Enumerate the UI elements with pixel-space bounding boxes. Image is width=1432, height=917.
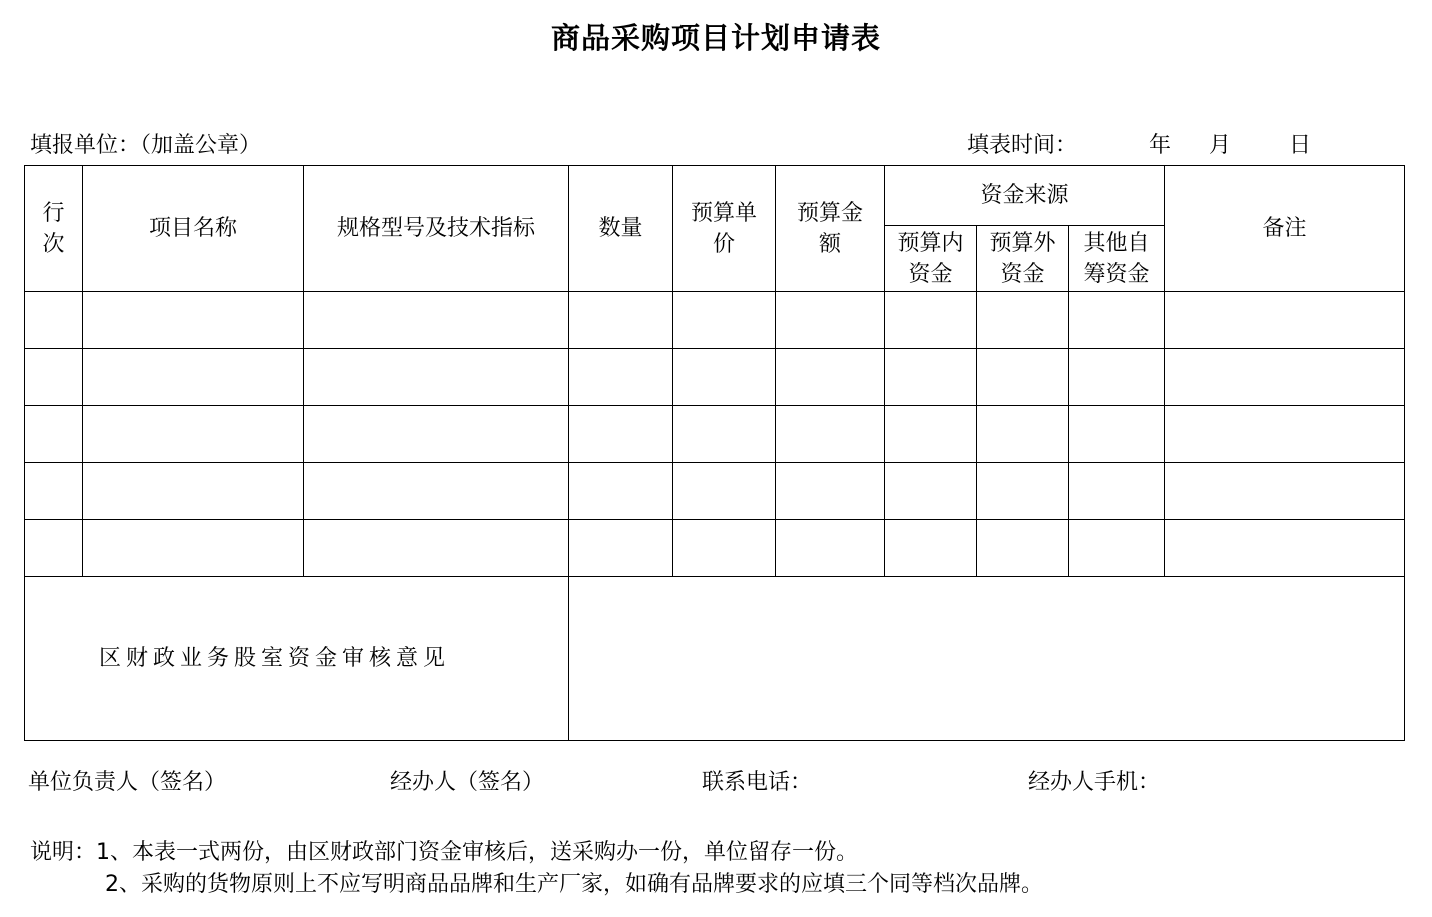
cell-fund-self-raised[interactable] xyxy=(1069,406,1165,463)
table-row xyxy=(25,463,1405,520)
handler-mobile-label: 经办人手机： xyxy=(1028,770,1161,795)
cell-spec[interactable] xyxy=(304,349,569,406)
table-header-row xyxy=(25,166,1405,226)
cell-unit-price[interactable] xyxy=(673,463,776,520)
header-remarks: 备注 xyxy=(1165,166,1405,292)
header-item-name: 项目名称 xyxy=(83,166,304,292)
header-fund-out-budget xyxy=(977,226,1069,292)
header-fund-self-raised xyxy=(1069,226,1165,292)
table-row xyxy=(25,292,1405,349)
header-fund-source: 资金来源 xyxy=(885,166,1165,226)
review-opinion-label: 区财政业务股室资金审核意见 xyxy=(25,577,569,741)
cell-row-number[interactable] xyxy=(25,520,83,577)
cell-spec[interactable] xyxy=(304,520,569,577)
cell-spec[interactable] xyxy=(304,406,569,463)
cell-quantity[interactable] xyxy=(569,406,673,463)
cell-amount[interactable] xyxy=(776,406,885,463)
procurement-plan-table xyxy=(24,165,1405,741)
header-fund-in-budget-line1: 预算内 xyxy=(897,230,964,256)
cell-remarks[interactable] xyxy=(1165,406,1405,463)
cell-row-number[interactable] xyxy=(25,292,83,349)
cell-fund-out-budget[interactable] xyxy=(977,520,1069,577)
header-unit-price-line2: 价 xyxy=(712,231,735,257)
table-row xyxy=(25,349,1405,406)
cell-quantity[interactable] xyxy=(569,463,673,520)
cell-item-name[interactable] xyxy=(83,406,304,463)
cell-row-number[interactable] xyxy=(25,406,83,463)
header-row-number xyxy=(25,166,83,292)
cell-fund-out-budget[interactable] xyxy=(977,463,1069,520)
date-day-label: 日 xyxy=(1289,133,1312,158)
cell-unit-price[interactable] xyxy=(673,520,776,577)
cell-amount[interactable] xyxy=(776,292,885,349)
cell-quantity[interactable] xyxy=(569,292,673,349)
header-amount xyxy=(776,166,885,292)
cell-row-number[interactable] xyxy=(25,349,83,406)
cell-fund-self-raised[interactable] xyxy=(1069,520,1165,577)
cell-quantity[interactable] xyxy=(569,520,673,577)
header-unit-price xyxy=(673,166,776,292)
unit-head-signature-label: 单位负责人（签名） xyxy=(28,770,227,795)
cell-remarks[interactable] xyxy=(1165,349,1405,406)
date-month-label: 月 xyxy=(1209,133,1232,158)
cell-amount[interactable] xyxy=(776,463,885,520)
fill-date xyxy=(967,128,1311,159)
cell-item-name[interactable] xyxy=(83,520,304,577)
header-fund-in-budget-line2: 资金 xyxy=(908,261,953,287)
table-row xyxy=(25,406,1405,463)
fill-date-label: 填表时间： xyxy=(967,133,1078,158)
cell-quantity[interactable] xyxy=(569,349,673,406)
cell-amount[interactable] xyxy=(776,520,885,577)
header-fund-out-budget-line1: 预算外 xyxy=(989,230,1056,256)
cell-unit-price[interactable] xyxy=(673,292,776,349)
cell-fund-in-budget[interactable] xyxy=(885,520,977,577)
header-row-number-line1: 行 xyxy=(42,200,65,226)
cell-fund-out-budget[interactable] xyxy=(977,349,1069,406)
cell-fund-out-budget[interactable] xyxy=(977,406,1069,463)
cell-fund-self-raised[interactable] xyxy=(1069,292,1165,349)
header-fund-out-budget-line2: 资金 xyxy=(1000,261,1045,287)
cell-remarks[interactable] xyxy=(1165,292,1405,349)
note-line-1: 说明：1、本表一式两份，由区财政部门资金审核后，送采购办一份，单位留存一份。 xyxy=(30,840,858,865)
date-year-label: 年 xyxy=(1149,133,1172,158)
filing-unit-label: 填报单位：（加盖公章） xyxy=(30,133,262,158)
header-fund-self-raised-line2: 筹资金 xyxy=(1083,261,1150,287)
cell-remarks[interactable] xyxy=(1165,463,1405,520)
cell-fund-self-raised[interactable] xyxy=(1069,463,1165,520)
note-line-2: 2、采购的货物原则上不应写明商品品牌和生产厂家，如确有品牌要求的应填三个同等档次品牌。 xyxy=(105,872,1044,897)
cell-spec[interactable] xyxy=(304,292,569,349)
cell-item-name[interactable] xyxy=(83,292,304,349)
cell-item-name[interactable] xyxy=(83,463,304,520)
cell-fund-in-budget[interactable] xyxy=(885,406,977,463)
header-fund-in-budget xyxy=(885,226,977,292)
cell-fund-out-budget[interactable] xyxy=(977,292,1069,349)
cell-fund-in-budget[interactable] xyxy=(885,463,977,520)
table-row xyxy=(25,520,1405,577)
cell-row-number[interactable] xyxy=(25,463,83,520)
header-spec: 规格型号及技术指标 xyxy=(304,166,569,292)
header-amount-line1: 预算金 xyxy=(796,200,863,226)
cell-remarks[interactable] xyxy=(1165,520,1405,577)
form-title: 商品采购项目计划申请表 xyxy=(550,21,881,55)
handler-signature-label: 经办人（签名） xyxy=(390,770,545,795)
review-row xyxy=(25,577,1405,741)
cell-fund-in-budget[interactable] xyxy=(885,349,977,406)
cell-fund-self-raised[interactable] xyxy=(1069,349,1165,406)
cell-fund-in-budget[interactable] xyxy=(885,292,977,349)
review-opinion-field[interactable] xyxy=(569,577,1405,741)
header-quantity: 数量 xyxy=(569,166,673,292)
cell-amount[interactable] xyxy=(776,349,885,406)
header-amount-line2: 额 xyxy=(818,231,841,257)
contact-phone-label: 联系电话： xyxy=(702,770,813,795)
header-fund-self-raised-line1: 其他自 xyxy=(1083,230,1150,256)
cell-unit-price[interactable] xyxy=(673,406,776,463)
header-row-number-line2: 次 xyxy=(42,231,65,257)
header-unit-price-line1: 预算单 xyxy=(690,200,757,226)
cell-item-name[interactable] xyxy=(83,349,304,406)
cell-spec[interactable] xyxy=(304,463,569,520)
cell-unit-price[interactable] xyxy=(673,349,776,406)
